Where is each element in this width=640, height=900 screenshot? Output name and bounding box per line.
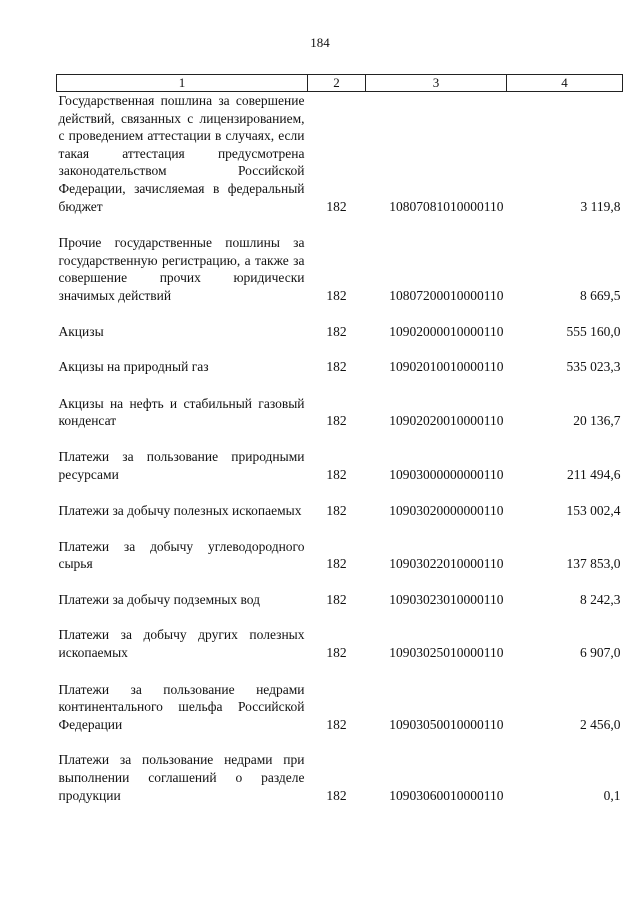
- table-body: [57, 92, 623, 805]
- row-budget-code: 10903060010000110: [389, 787, 504, 803]
- table-row: [57, 323, 623, 341]
- row-admin-code: 182: [326, 359, 347, 375]
- header-col-3: 3: [366, 75, 507, 92]
- table-row: [57, 538, 623, 573]
- row-spacer: [57, 608, 623, 626]
- row-budget-code: 10807200010000110: [389, 287, 504, 303]
- row-budget-code: 10903025010000110: [389, 645, 504, 661]
- row-name: Акцизы: [58, 323, 104, 339]
- row-admin-code: 182: [326, 787, 347, 803]
- row-amount: 535 023,3: [566, 359, 621, 375]
- row-budget-code: 10807081010000110: [389, 198, 504, 214]
- row-spacer: [57, 573, 623, 591]
- row-amount: 137 853,0: [566, 556, 621, 572]
- row-amount: 3 119,8: [580, 198, 621, 214]
- row-spacer: [57, 430, 623, 448]
- row-amount: 0,1: [603, 787, 621, 803]
- table-row: [57, 502, 623, 520]
- row-budget-code: 10902020010000110: [389, 413, 504, 429]
- table-row: [57, 395, 623, 430]
- row-budget-code: 10902010010000110: [389, 359, 504, 375]
- row-amount: 211 494,6: [567, 466, 621, 482]
- row-name: Акцизы на природный газ: [58, 359, 209, 375]
- row-admin-code: 182: [326, 716, 347, 732]
- row-name: Платежи за добычу углеводородного сырья: [58, 538, 305, 572]
- table-row: [57, 92, 623, 216]
- row-amount: 8 242,3: [580, 591, 621, 607]
- row-budget-code: 10903000000000110: [389, 466, 504, 482]
- row-admin-code: 182: [326, 198, 347, 214]
- row-admin-code: 182: [326, 413, 347, 429]
- table-row: [57, 358, 623, 376]
- row-spacer: [57, 520, 623, 538]
- row-budget-code: 10903022010000110: [389, 556, 504, 572]
- row-name: Платежи за добычу подземных вод: [58, 591, 261, 607]
- row-name: Платежи за пользование недрами при выполнении соглашений о разделе продукции: [58, 752, 305, 803]
- row-name: Платежи за пользование недрами континентального шельфа Российской Федерации: [58, 681, 305, 732]
- row-budget-code: 10902000010000110: [389, 323, 504, 339]
- page-number: 184: [310, 35, 330, 50]
- row-spacer: [57, 483, 623, 502]
- row-budget-code: 10903023010000110: [389, 591, 504, 607]
- row-spacer: [57, 733, 623, 751]
- row-name: Платежи за добычу других полезных ископаемых: [58, 627, 305, 661]
- table-row: [57, 591, 623, 609]
- row-budget-code: 10903020000000110: [389, 503, 504, 519]
- table-row: [57, 626, 623, 661]
- row-name: Акцизы на нефть и стабильный газовый конденсат: [58, 395, 305, 429]
- row-spacer: [57, 215, 623, 234]
- row-admin-code: 182: [326, 466, 347, 482]
- row-admin-code: 182: [326, 591, 347, 607]
- row-amount: 555 160,0: [566, 323, 621, 339]
- row-spacer: [57, 305, 623, 323]
- table-row: [57, 681, 623, 734]
- row-spacer: [57, 662, 623, 681]
- row-amount: 153 002,4: [566, 503, 621, 519]
- header-col-2: 2: [308, 75, 366, 92]
- row-admin-code: 182: [326, 323, 347, 339]
- table-header: [57, 75, 623, 92]
- revenue-table: [56, 74, 623, 804]
- row-spacer: [57, 340, 623, 358]
- row-name: Государственная пошлина за совершение действий, связанных с лицензированием, с проведением аттестации в случаях, если такая аттестация предусмотрена законодательством Российской Федерации, зачисляемая в федеральный бюджет: [58, 93, 305, 214]
- row-admin-code: 182: [326, 556, 347, 572]
- row-budget-code: 10903050010000110: [389, 716, 504, 732]
- header-col-1: 1: [57, 75, 308, 92]
- table-row: [57, 234, 623, 304]
- row-spacer: [57, 376, 623, 395]
- row-name: Платежи за пользование природными ресурсами: [58, 448, 305, 482]
- table-row: [57, 751, 623, 804]
- row-name: Платежи за добычу полезных ископаемых: [58, 503, 302, 519]
- row-amount: 20 136,7: [573, 413, 621, 429]
- row-name: Прочие государственные пошлины за государственную регистрацию, а также за совершение прочих юридически значимых действий: [58, 235, 305, 303]
- row-admin-code: 182: [326, 645, 347, 661]
- row-admin-code: 182: [326, 503, 347, 519]
- row-admin-code: 182: [326, 287, 347, 303]
- header-col-4: 4: [507, 75, 623, 92]
- table-row: [57, 448, 623, 483]
- row-amount: 6 907,0: [580, 645, 621, 661]
- row-amount: 8 669,5: [580, 287, 621, 303]
- row-amount: 2 456,0: [580, 716, 621, 732]
